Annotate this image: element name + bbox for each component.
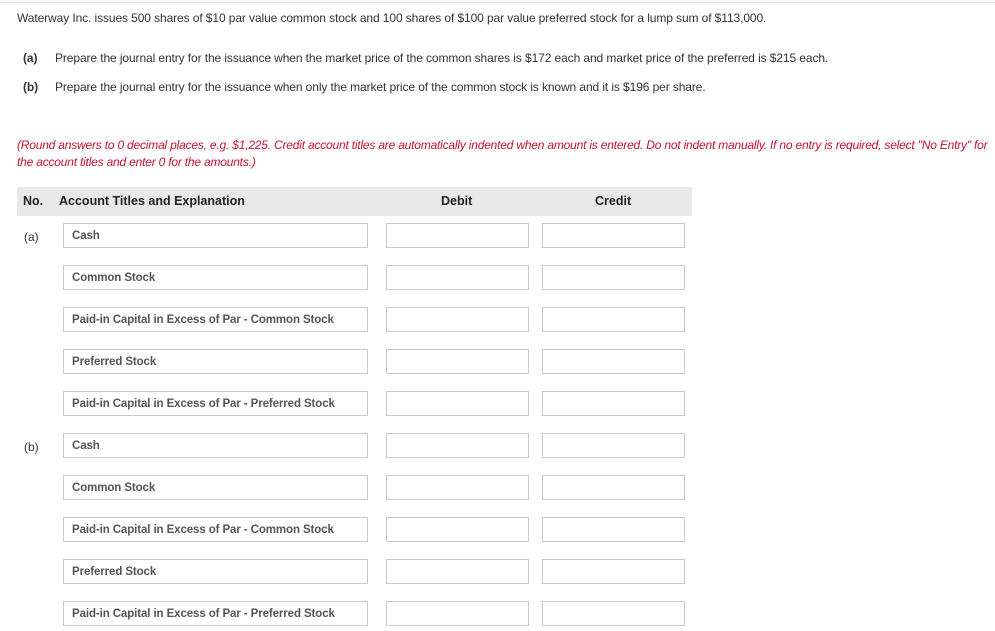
account-title-field[interactable]: Paid-in Capital in Excess of Par - Preferred Stock	[63, 391, 368, 416]
debit-input[interactable]	[386, 433, 529, 458]
credit-input[interactable]	[542, 433, 685, 458]
header-credit: Credit	[595, 194, 632, 208]
journal-row	[0, 349, 995, 378]
credit-input[interactable]	[542, 601, 685, 626]
account-title-field[interactable]: Common Stock	[63, 265, 368, 290]
part-b-letter: (b)	[23, 80, 39, 94]
account-title-field[interactable]: Paid-in Capital in Excess of Par - Common Stock	[63, 307, 368, 332]
credit-input[interactable]	[542, 307, 685, 332]
journal-row	[0, 601, 995, 630]
credit-input[interactable]	[542, 349, 685, 374]
credit-input[interactable]	[542, 517, 685, 542]
account-title-field[interactable]: Preferred Stock	[63, 349, 368, 374]
debit-input[interactable]	[386, 223, 529, 248]
journal-row	[0, 391, 995, 420]
journal-row	[0, 223, 995, 252]
journal-table-header	[17, 187, 692, 216]
problem-statement: Waterway Inc. issues 500 shares of $10 par value common stock and 100 shares of $100 par value preferred stock for a lump sum of $113,000.	[17, 11, 767, 25]
debit-input[interactable]	[386, 349, 529, 374]
debit-input[interactable]	[386, 601, 529, 626]
account-title-field[interactable]: Cash	[63, 223, 368, 248]
header-no: No.	[23, 194, 44, 208]
debit-input[interactable]	[386, 307, 529, 332]
debit-input[interactable]	[386, 559, 529, 584]
debit-input[interactable]	[386, 265, 529, 290]
journal-row	[0, 559, 995, 588]
journal-row	[0, 433, 995, 462]
debit-input[interactable]	[386, 517, 529, 542]
part-a-text: Prepare the journal entry for the issuance when the market price of the common shares is $172 each and market price of the preferred is $215 each.	[55, 51, 829, 65]
header-account: Account Titles and Explanation	[59, 194, 245, 208]
journal-row	[0, 307, 995, 336]
journal-row	[0, 475, 995, 504]
row-number: (a)	[24, 230, 39, 244]
part-a-letter: (a)	[23, 51, 38, 65]
part-a	[23, 51, 828, 65]
debit-input[interactable]	[386, 475, 529, 500]
account-title-field[interactable]: Preferred Stock	[63, 559, 368, 584]
debit-input[interactable]	[386, 391, 529, 416]
account-title-field[interactable]: Paid-in Capital in Excess of Par - Common Stock	[63, 517, 368, 542]
row-number: (b)	[24, 440, 39, 454]
part-b	[23, 80, 706, 94]
credit-input[interactable]	[542, 559, 685, 584]
instructions: (Round answers to 0 decimal places, e.g. $1,225. Credit account titles are automatically indented when amount is entered. Do not indent manually. If no entry is required, select "No Entry" for the account titles and enter 0 for the amounts.)	[17, 138, 988, 169]
header-debit: Debit	[441, 194, 473, 208]
account-title-field[interactable]: Common Stock	[63, 475, 368, 500]
part-b-text: Prepare the journal entry for the issuance when only the market price of the common stock is known and it is $196 per share.	[55, 80, 706, 94]
credit-input[interactable]	[542, 265, 685, 290]
credit-input[interactable]	[542, 391, 685, 416]
credit-input[interactable]	[542, 475, 685, 500]
account-title-field[interactable]: Cash	[63, 433, 368, 458]
journal-row	[0, 517, 995, 546]
credit-input[interactable]	[542, 223, 685, 248]
account-title-field[interactable]: Paid-in Capital in Excess of Par - Preferred Stock	[63, 601, 368, 626]
top-divider	[0, 2, 995, 3]
journal-row	[0, 265, 995, 294]
